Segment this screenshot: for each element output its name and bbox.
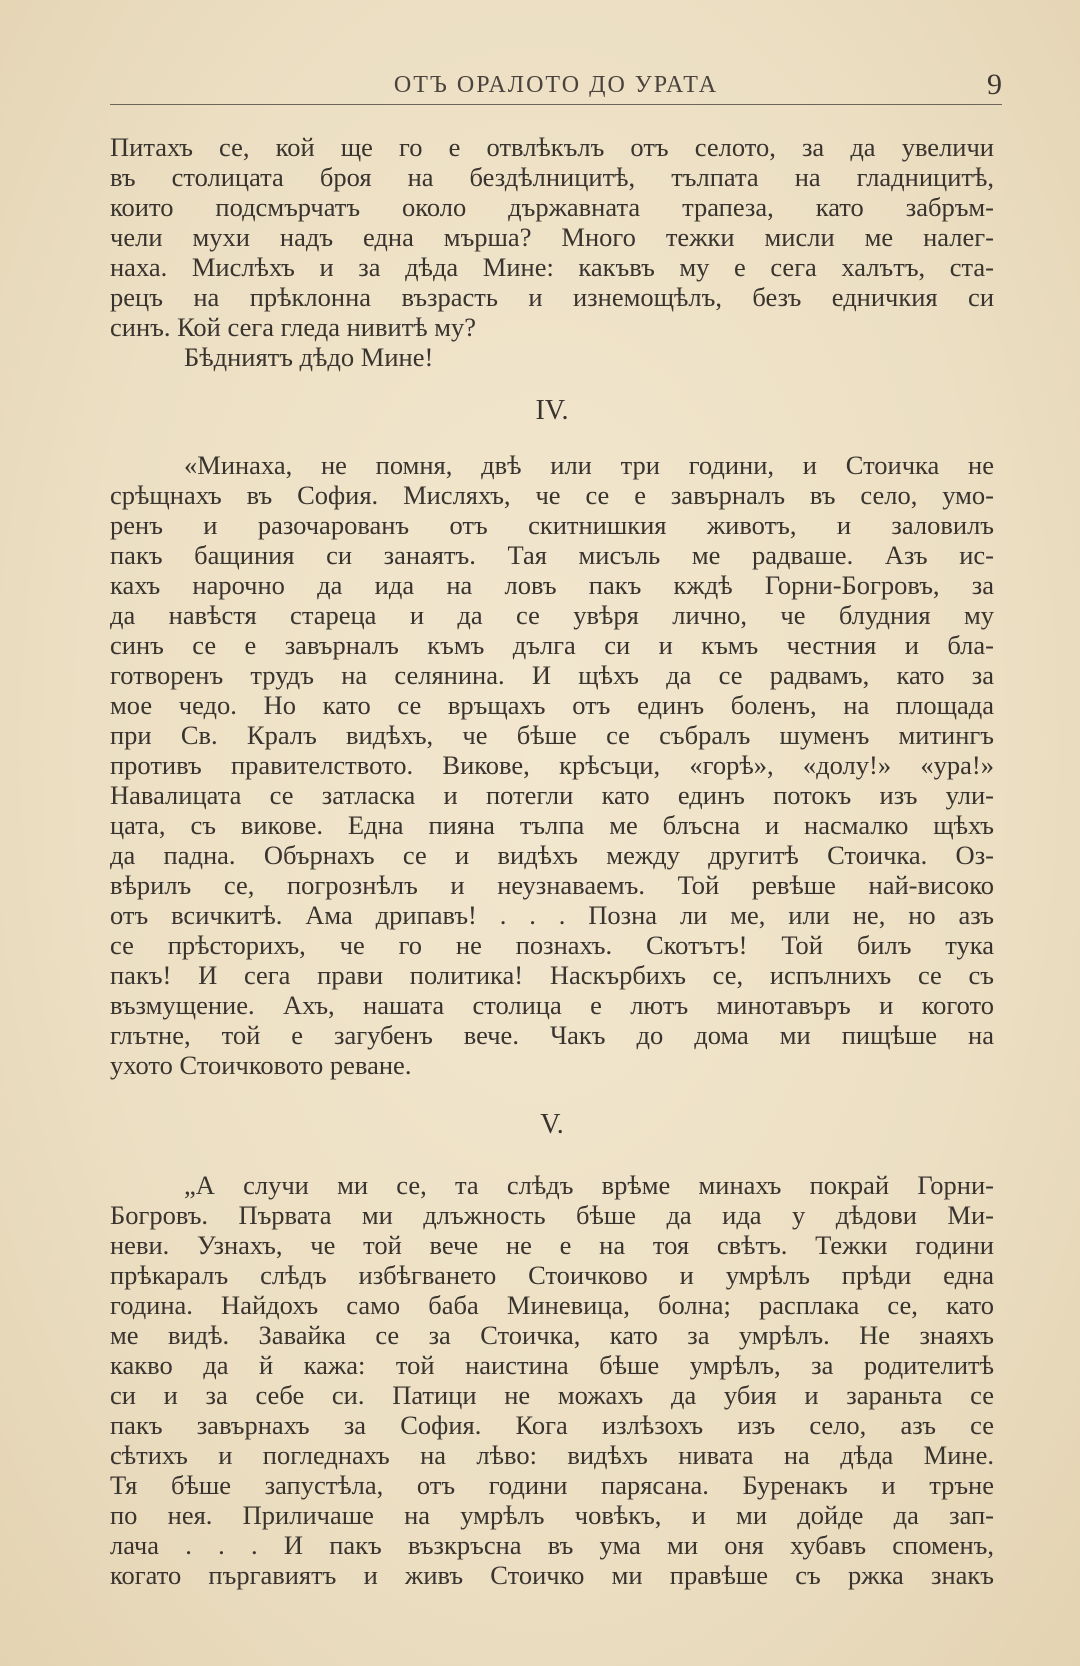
text-line: противъ правителството. Викове, крѣсъци, «горѣ», «долу!» «ура!»	[110, 750, 994, 780]
text-line: Тя бѣше запустѣла, отъ години парясана. Буренакъ и трънe	[110, 1470, 994, 1500]
text-line: година. Найдохъ само баба Миневица, болна; расплака се, като	[110, 1290, 994, 1320]
text-line: цата, съ викове. Една пияна тълпа ме блъсна и насмалко щѣхъ	[110, 810, 994, 840]
text-line: Богровъ. Първата ми длъжность бѣше да ида у дѣдови Ми-	[110, 1200, 994, 1230]
text-line: да падна. Обърнахъ се и видѣхъ между другитѣ Стоичка. Оз-	[110, 840, 994, 870]
text-line: вѣрилъ се, погрознѣлъ и неузнаваемъ. Той ревѣше най-високо	[110, 870, 994, 900]
text-line: лача . . . И пакъ възкръсна въ ума ми оня хубавъ споменъ,	[110, 1530, 994, 1560]
text-line: отъ всичкитѣ. Ама дрипавъ! . . . Позна ли ме, или не, но азъ	[110, 900, 994, 930]
text-line: когато пъргавиятъ и живъ Стоичко ми правѣше съ ржка знакъ	[110, 1560, 994, 1590]
text-line: пакъ! И сега прави политика! Наскърбихъ се, испълнихъ се съ	[110, 960, 994, 990]
section-heading-v: V.	[540, 1109, 564, 1140]
text-line: какво да й кажа: той наистина бѣше умрѣлъ, за родителитѣ	[110, 1350, 994, 1380]
text-line: по нея. Приличаше на умрѣлъ човѣкъ, и ми дойде да зап-	[110, 1500, 994, 1530]
paragraph-2: Бѣдниятъ дѣдо Мине!	[184, 342, 434, 372]
paragraph-1	[110, 132, 994, 342]
text-line: кахъ нарочно да ида на ловъ пакъ кждѣ Горни-Богровъ, за	[110, 570, 994, 600]
text-line: Навалицата се затласка и потегли като единъ потокъ изъ ули-	[110, 780, 994, 810]
text-line: наха. Мислѣхъ и за дѣда Мине: какъвъ му е сега халътъ, ста-	[110, 252, 994, 282]
page-body	[110, 132, 994, 1590]
text-line: сѣтихъ и погледнахъ на лѣво: видѣхъ нивата на дѣда Мине.	[110, 1440, 994, 1470]
page-number: 9	[987, 68, 1002, 101]
text-line: при Св. Кралъ видѣхъ, че бѣше се събралъ шуменъ митингъ	[110, 720, 994, 750]
text-line: пакъ бащиния си занаятъ. Тая мисъль ме радваше. Азъ ис-	[110, 540, 994, 570]
text-line: рецъ на прѣклонна възрасть и изнемощѣлъ, безъ едничкия си	[110, 282, 994, 312]
section-iv-text	[110, 450, 994, 1080]
section-v-text	[110, 1170, 994, 1590]
text-line: глътне, той е загубенъ вече. Чакъ до дома ми пищѣше на	[110, 1020, 994, 1050]
text-line: срѣщнахъ въ София. Мисляхъ, че се е завърналъ въ село, умо-	[110, 480, 994, 510]
text-line: прѣкаралъ слѣдъ избѣгването Стоичково и умрѣлъ прѣди една	[110, 1260, 994, 1290]
text-line: ренъ и разочарованъ отъ скитнишкия животъ, и заловилъ	[110, 510, 994, 540]
text-line: «Минаха, не помня, двѣ или три години, и Стоичка не	[184, 450, 994, 480]
text-line: синъ. Кой сега гледа нивитѣ му?	[110, 312, 477, 342]
text-line: синъ се е завърналъ къмъ дълга си и къмъ честния и бла-	[110, 630, 994, 660]
running-title: ОТЪ ОРАЛОТО ДО УРАТА	[393, 72, 719, 98]
text-line: ме видѣ. Завайка се за Стоичка, като за умрѣлъ. Не знаяхъ	[110, 1320, 994, 1350]
text-line: въ столицата броя на бездѣлницитѣ, тълпата на гладницитѣ,	[110, 162, 994, 192]
text-line: готворенъ трудъ на селянина. И щѣхъ да се радвамъ, като за	[110, 660, 994, 690]
text-line: „А случи ми се, та слѣдъ врѣме минахъ покрай Горни-	[184, 1170, 994, 1200]
text-line: Питахъ се, кой ще го е отвлѣкълъ отъ селото, за да увеличи	[110, 132, 994, 162]
text-line: чели мухи надъ една мърша? Много тежки мисли ме налег-	[110, 222, 994, 252]
section-heading-iv: IV.	[535, 395, 569, 426]
text-line: си и за себе си. Патици не можахъ да убия и зараньта се	[110, 1380, 994, 1410]
text-line: ухото Стоичковото реване.	[110, 1050, 412, 1080]
running-header	[110, 68, 1002, 105]
text-line: се прѣсторихъ, че го не познахъ. Скотътъ! Той билъ тука	[110, 930, 994, 960]
text-line: мое чедо. Но като се връщахъ отъ единъ боленъ, на площада	[110, 690, 994, 720]
text-line: възмущение. Ахъ, нашата столица е лютъ минотавъръ и когото	[110, 990, 994, 1020]
text-line: пакъ завърнахъ за София. Кога излѣзохъ изъ село, азъ се	[110, 1410, 994, 1440]
text-line: да навѣстя стареца и да се увѣря лично, че блудния му	[110, 600, 994, 630]
text-line: неви. Узнахъ, че той вече не е на тоя свѣтъ. Тежки години	[110, 1230, 994, 1260]
text-line: които подсмърчатъ около държавната трапеза, като забръм-	[110, 192, 994, 222]
